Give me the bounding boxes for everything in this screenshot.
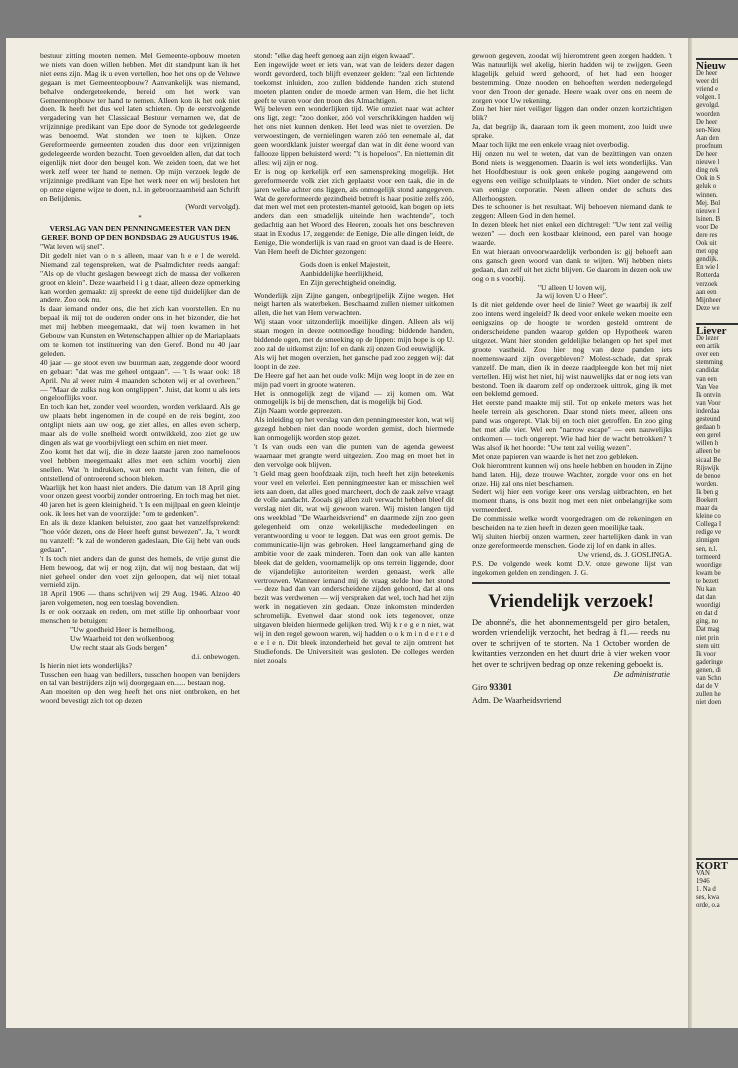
paragraph: Aan moeiten op den weg heeft het ons niet ontbroken, en het woord bevestigt zich tot op dezen bbox=[40, 687, 240, 706]
right-line: vriend e bbox=[696, 86, 719, 94]
poem-note: d.i. onbewogen. bbox=[191, 651, 240, 661]
right-line: genen, di bbox=[696, 666, 721, 674]
paragraph: Is dit niet geldende over heel de linie? Weet ge waarbij ik zelf zoo intens werd ingeleid? Ik deed voor enkele weken moeite een eenigszins op de hoogte te worden gesteld omtrent de onderscheidene panden waarop gelden op Hypotheek waren uitgezet. Want hier stonden geldelijke belangen op het spel met groote vastheid. Zou hier nog van deze panden iets noemenswaard zijn overgebleven? Molest-schade, dat sprak vanzelf. De man, dien ik in deeze raadpleegde kon het mij niet vertellen. Hij wist het niet, hij wist nauwelijks dat er nog iets van bestond. Toen ik daarom zelf op onderzoek uittrok, ging ik met een beklemd gemoed. bbox=[472, 300, 672, 399]
right-line: woordigi bbox=[696, 602, 721, 610]
right-line: dere res bbox=[696, 231, 718, 239]
right-line: van Schn bbox=[696, 675, 722, 683]
right-line: VAN bbox=[696, 870, 710, 878]
paragraph: De Heere gaf het aan het oude volk: Mijn weg loopt in de zee en mijn pad voert in groote wateren. bbox=[254, 370, 454, 389]
right-line: Mej. Bol bbox=[696, 199, 721, 207]
poem-line: Ja wij loven U o Heer". bbox=[536, 291, 608, 301]
right-line: weer dri bbox=[696, 78, 719, 86]
left-page bbox=[6, 38, 688, 1028]
paragraph: En wat hieraan onvoorwaardelijk verbonden is: gij behoeft aan ons gansch geen woord van dank te wijten. Wij hebben niets gedaan, dan zelf uit het zicht blijven. Ge daarom in dezen ook uw oog o n s voorbij. bbox=[472, 246, 672, 283]
right-line: een artik bbox=[696, 343, 720, 351]
right-line: Ik voor bbox=[696, 650, 716, 658]
poem-line: Aanbiddelijke heerlijkheid, bbox=[300, 268, 384, 278]
right-column bbox=[696, 858, 738, 911]
right-line: Deze we bbox=[696, 304, 720, 312]
column-2 bbox=[254, 52, 454, 1012]
right-line: over een bbox=[696, 351, 720, 359]
paragraph: Maar toch lijkt me een enkele vraag niet overbodig. bbox=[472, 140, 630, 150]
right-line: te bezett bbox=[696, 577, 719, 585]
right-line: gaderinge bbox=[696, 658, 723, 666]
right-line: niet prin bbox=[696, 634, 719, 642]
right-line: Ook in S bbox=[696, 175, 721, 183]
right-line: gesteund bbox=[696, 416, 721, 424]
right-line: De heer bbox=[696, 70, 718, 78]
separator-asterisk: * bbox=[138, 214, 142, 223]
paragraph: Is hierin niet iets wonderlijks? bbox=[40, 660, 132, 670]
report-heading: VERSLAG VAN DEN PENNINGMEESTER VAN DEN GEREF. BOND OP DEN BONDSDAG 29 AUGUSTUS 1946. bbox=[41, 224, 239, 243]
right-line: geluk o bbox=[696, 183, 717, 191]
right-line: kleine co bbox=[696, 513, 721, 521]
right-line: dat dan bbox=[696, 594, 716, 602]
continued-note: (Wordt vervolgd). bbox=[185, 202, 240, 212]
right-line: Ik ben g bbox=[696, 488, 719, 496]
paragraph: Als wij het mogen overzien, het gansche pad zoo zeggen wij: dat loopt in de zee. bbox=[254, 352, 454, 371]
right-line: met opg bbox=[696, 248, 719, 256]
paragraph: Des te schooner is het resultaat. Wij behoeven niemand dank te zeggen: Alleen God in den hemel. bbox=[472, 202, 672, 221]
right-line: dat de V bbox=[696, 683, 719, 691]
newspaper-spread bbox=[6, 38, 738, 1028]
paragraph: 18 April 1906 — thans schrijven wij 29 Aug. 1946. Alzoo 40 jaren volgemeten, nog een toeslag bovendien. bbox=[40, 589, 240, 608]
right-line: winnen. bbox=[696, 191, 718, 199]
giro-line bbox=[472, 682, 670, 693]
right-line: inderdaa bbox=[696, 407, 720, 415]
right-line: worden. bbox=[696, 480, 719, 488]
right-line: Aan den bbox=[696, 134, 719, 142]
paragraph: Zoo komt het dat wij, die in deze laatste jaren zoo namelooos veel hebben meegemaakt alles met een schim voorbij zien snellen. Wat 'n indrukken, wat een macht van feiten, die of ontstellend of ontroerend schoon bleken. bbox=[40, 446, 240, 483]
right-line: En wie l bbox=[696, 264, 719, 272]
right-line: Collega I bbox=[696, 521, 722, 529]
paragraph: En als ik deze klanken beluister, zoo gaat het vanzelfsprekend: "hoe vóór dezen, ons de Heer heeft gunst bewezen". Ja, 't wordt nu vanzelf: "k zal de wonderen gadeslaan, Die Gij hebt van ouds gedaan". bbox=[40, 518, 240, 554]
right-line: ding rek bbox=[696, 167, 719, 175]
paragraph: Waarlijk het kon haast niet anders. Die datum van 18 April ging voor onzen geest voorbij zonder ontroering. En toch mag het niet. 40 jaren het is geen kleinigheid. 't Is een mijlpaal en geen kleintje ook. ik lees het van de voorzijde: "om te gedenken". bbox=[40, 482, 240, 519]
right-column bbox=[696, 58, 738, 313]
right-line: De lezer bbox=[696, 335, 719, 343]
right-line: Rotterda bbox=[696, 272, 720, 280]
right-line: kwam be bbox=[696, 569, 721, 577]
paragraph: "Wat leven wij snel". bbox=[40, 242, 105, 252]
notice-box bbox=[472, 582, 670, 789]
paragraph: Met onze papieren van waarde is het net zoo gebleken. bbox=[472, 451, 639, 461]
notice-title: Vriendelijk verzoek! bbox=[488, 591, 654, 612]
poem-line: Gods doen is enkel Majesteit, bbox=[300, 259, 391, 269]
right-line: De heer bbox=[696, 151, 718, 159]
paragraph: Zou het hier niet veiliger liggen dan onder onzen kortzichtigen blik? bbox=[472, 104, 672, 123]
right-lines bbox=[696, 870, 738, 910]
right-line: gevolgd. bbox=[696, 102, 720, 110]
paragraph: gewoon gegeven, zoodat wij hieromtrent geen zorgen hadden. 't Was natuurlijk wel akelig, hierin hadden wij te zwijgen. Geen klagelijk geluid werd gehoord, of het had een hooger bestemming. Onze nooden en behoeften werden nedergelegd voor den Troon der genade. Heere waak over ons en neem de zorgen voor Uw rekening. bbox=[472, 52, 672, 105]
right-line: niet doen bbox=[696, 699, 722, 707]
signature: Uw vriend, ds. J. GOSLINGA. bbox=[577, 549, 672, 559]
right-line: proefnum bbox=[696, 142, 723, 150]
notice-body: De abonné's, die het abonnementsgeld per giro betalen, worden vriendelijk verzocht, het bedrag à f1.— reeds nu over te schrijven of te storten. Na 1 October worden de kwitanties verzonden en het duurt drie à vier weken voor het over te schrijven bedrag op onze rekening geboekt is. bbox=[472, 618, 670, 669]
paragraph: In dezen bleek het niet enkel een dichtregel: "Uw tent zal veilig wezen" — doch een kostbaar kleinood, een parel van hooge waarde. bbox=[472, 220, 672, 248]
right-line: stemming bbox=[696, 359, 723, 367]
poem-line: Uw Waarheid tot den wolkenboog bbox=[70, 633, 174, 643]
right-line: nieuwe l bbox=[696, 207, 720, 215]
right-line: sen, n.l. bbox=[696, 545, 718, 553]
paragraph: Zijn Naam worde gepreezen. bbox=[254, 406, 343, 416]
right-line: Boekert bbox=[696, 496, 718, 504]
paragraph: Is er ook oorzaak en reden, om met stille lip onhoorbaar voor menschen te betuigen: bbox=[40, 607, 240, 626]
right-line: Van Vee bbox=[696, 383, 719, 391]
administration-name: Adm. De Waarheidsvriend bbox=[472, 695, 562, 705]
paragraph: Sedert wij hier een vorige keer ons verslag uitbrachten, en het moment thans, is ons bezit nog met een niet onbelangrijke som vermeerderd. bbox=[472, 487, 672, 515]
right-line: zullen he bbox=[696, 691, 721, 699]
poem-line: "U alleen U loven wij, bbox=[537, 282, 607, 292]
right-line: candidat bbox=[696, 367, 720, 375]
right-line: willen h bbox=[696, 440, 719, 448]
right-line: en dat d bbox=[696, 610, 718, 618]
paragraph: bestuur zitting moeten nemen. Mel Gemeente-opbouw moeten we niets van doen willen hebben. Met dit standpunt kan ik het niet eens zijn. Mag ik u even vertellen, hoe het ons op de Veluwe gegaan is met Gemeenteopbouw? Aanvankelijk was niemand, behalve ondergeteekende, bereid om het werk van Gemeenteopbouw ter hand te nemen. Alleen kon ik het ook niet doen. Ik heeft het dus wel laten schieten. Op de eerstvolgende vergadering van het Classicaal Bestuur vernamen we, dat de vrijzinnige predikant van Epe door de Synode tot gedelegeerde was benoemd. Wat stonden we toen te kijken. Onze Gereformeerde gemeenten zouden dus door een vrijzinnigen gedelegeerde worden bezocht. Toen gevoelden allen, dat dat toch eigenlijk niet door den beugel kon. We zeiden toen, dat we het werk zelf weer ter hand te nemen. Op mijn verzoek legde de vrijzinnige predikant van Epe het werk neer en wij besloten het op onze eigene wijze te doen, n.l. in gebroorzaamheid aan Schrift en Belijdenis. bbox=[40, 52, 240, 203]
right-line: Mijnheer bbox=[696, 296, 721, 304]
right-line: sen-Nieu bbox=[696, 126, 721, 134]
right-line: 1. Na d bbox=[696, 886, 716, 894]
right-line: stem uitt bbox=[696, 642, 720, 650]
right-lines bbox=[696, 70, 738, 313]
right-line: Nu kan bbox=[696, 586, 716, 593]
right-line: Ik ontvin bbox=[696, 391, 721, 399]
paragraph: Als inleiding op het verslag van den penningmeester kon, wat wij gezegd hebben niet dan noode worden gemist, doch hiermede kan onmogelijk worden stop gezet. bbox=[254, 415, 454, 443]
paragraph: 't Is van ouds een van die punten van de agenda geweest waarnaar met grangte werd uitgezien. Zoo mag en moet het in den vervolge ook blijven. bbox=[254, 441, 454, 469]
right-line: Rijswijk bbox=[696, 464, 720, 472]
right-line: aan een bbox=[696, 288, 717, 296]
paragraph: Een ingewijde weet er iets van, wat van de leiders dezer dagen wordt gevorderd, toch blijft evenzeer gelden: "zal een lichtende toekomst inluiden, zoo zullen biddende handen zich stutend moeten planten onder de moede armen van Hem, die het licht geeft te vuren voor den troon des Almachtigen. bbox=[254, 59, 454, 105]
right-page-edge bbox=[692, 38, 738, 1028]
right-line: de benoe bbox=[696, 472, 721, 480]
right-line: van een bbox=[696, 375, 717, 383]
paragraph: Dit gedelt niet van o n s alleen, maar van h e e l de wereld. Niemand zal tegenspreken, wat de Psalmdichter reeds aangaf: "Als op de vlucht geslagen beweegt zich de massa der volkeren groot en klein". Deze waarheid l i g t daar, alleen deze opmerking kan worden gemaakt: zij spreekt de eene tijd duidelijker dan de andere. Zoo ook nu. bbox=[40, 250, 240, 305]
right-line: Dat mag bbox=[696, 626, 720, 634]
right-line: orde, o.a bbox=[696, 902, 720, 910]
right-lines bbox=[696, 335, 738, 707]
right-line: ses, kwa bbox=[696, 894, 720, 902]
right-line: Ook uit bbox=[696, 240, 717, 248]
right-line: lsinen. B bbox=[696, 215, 721, 223]
paragraph: Er is nog op kerkelijk erf een samenspreking mogelijk. Het gereformeerde volk ziet zich geplaatst voor een taak, die in de jaren welke achter ons liggen, als onmogelijk stond aangegeven. Wat de gereformeerde gezindheid betreft is haar positie zelfs zóó, dat men wel met een protesten-mantel getooid, kan bogen op iets anders dan een smadelijk uiteinde hen wachtende", toch gedachtig aan het Woord des Heeren, zooals het ons beschreven staat in Exodus 17, zeggende: de Eenige, Die alle dingen leidt, de Eenige, Die wonderlijk is van raad en groot van daad is de Heere. bbox=[254, 166, 454, 248]
paragraph: 't Is toch niet anders dan de gunst des hemels, de vrije gunst die Hem bewoog, dat wij er nog zijn, dat wij nog bestaan, dat wij niet geheel onder den voet zijn geloopen, dat wij niet totaal vernield zijn. bbox=[40, 553, 240, 590]
postscript: P.S. De volgende week komt D.V. onze gewone lijst van ingekomen gelden en zendingen. J. G. bbox=[472, 558, 672, 577]
paragraph: 't Geld mag geen hoofdzaak zijn, toch heeft het zijn beteekenis voor veel en velerlei. Een penningmeester kan er misschien wel iets aan doen, dat alles goed marcheert, doch de zaak zelve vraagt de volle aandacht. Zooals gij allen zult verwacht hebben bleef dit verslag niet dit, wat wij gewoon waren. Wij misten langen tijd ons weekblad "De Waarheidsvriend" en daarmede zijn zoo geen gelegenheid om onze wekelijksche mededeelingen en verantwoording u voor te leggen. Dat was een groot gemis. De communicatie-lijn was gebroken. Heel langzamerhand ging de ambitie voor de zaak minderen. Toen dan ook van alle kanten bleek dat de gelden, voornamelijk op ons terrein liggende, door de vijandelijke autoriteiten werden genaast, werk alle vertrouwen. Wanneer iemand mij de vraag stelde hoe het stond — deze had dan van onderscheidene zijden gehoord, dat al ons bezit was verdwenen — wij verspraken dat wel, toch had het zijn werk in negatieven zin gedaan. Onze inkomsten minderden schromelijk. Evenwel daar stond ook iets tegenover, onze uitgaven bleiden hiermede gelijken tred. Wij k r e g e n niet, wat wij in den regel gewoon waren, wij hadden o o k m i n d e r t e d e e l e n. Dit bleek inzonderheid het geval te zijn omtrent het Studiefonds. De Universiteit was gesloten. De colleges werden niet zooals bbox=[254, 468, 454, 665]
paragraph: Tusschen een haag van bedillers, tusschen hoopen van benijders en tal van bestrijders zijn wij doorgegaan en...... bestaan nog. bbox=[40, 669, 240, 688]
poem-line: "Uw goedheid Heer is hemelhoog, bbox=[70, 625, 175, 634]
paragraph: Ja, dat begrijp ik, daaraan torn ik geen moment, zoo luidt uwe sprake. bbox=[472, 122, 672, 141]
right-line: tormeerd bbox=[696, 553, 721, 561]
right-line: voor De bbox=[696, 223, 719, 231]
right-column bbox=[696, 323, 738, 707]
right-heading: Nieuw bbox=[696, 58, 738, 70]
right-line: redige ve bbox=[696, 529, 722, 537]
right-line: 1946 bbox=[696, 878, 710, 886]
right-line: alleen be bbox=[696, 448, 721, 456]
notice-signer: De administratie bbox=[613, 670, 670, 680]
paragraph: 40 jaar — ge stoot even uw buurman aan, zeggende door woord en gebaar: "dat was me geheel ontgaan". — 't Is waar ook: 18 April. Nu al weer ruim 4 maanden schoten wij er al overheen." — "Maar de zulks nog kon ontglippen". Juist, dat komt u als iets ongelooflijks voor. bbox=[40, 357, 240, 403]
right-line: zinnigen bbox=[696, 537, 720, 545]
column-1 bbox=[40, 52, 240, 1012]
right-line: woordige bbox=[696, 561, 722, 569]
paragraph: Wonderlijk zijn Zijne gangen, onbegrijpelijk Zijne wegen. Het neigt harten als waterbeken. Beschaamd zullen niemer uitkomen allen, die het van Hem verwachten. bbox=[254, 290, 454, 318]
right-line: ging, no bbox=[696, 618, 719, 626]
right-line: gendijk. bbox=[696, 256, 719, 264]
right-line: van Voor bbox=[696, 399, 721, 407]
right-line: verzoek bbox=[696, 280, 718, 288]
paragraph: Het eerste pand maakte mij stil. Tot op enkele meters was het heele terrein als geschoren. Daar stond niets meer, alleen ons pand was ongerept. Vlak bij en toch niet getroffen. En zoo ging het met alle vier. Wel een "narrow escape" — een nauwelijks ontkomen — toch ongerept. Wie had hier de wacht betrokken? 't Was alsof ik het hoorde: "Uw tent zal veilig wezen". bbox=[472, 398, 672, 452]
right-heading: Liever bbox=[696, 323, 738, 335]
giro-number: 93301 bbox=[489, 682, 512, 693]
poem-line: En Zijn gerechtigheid oneindig. bbox=[300, 277, 397, 287]
right-heading: KORT bbox=[696, 858, 738, 870]
paragraph: stond: "elke dag heeft genoeg aan zijn eigen kwaad". bbox=[254, 52, 415, 60]
column-3 bbox=[472, 52, 672, 577]
poem-line: Uw recht staat als Gods bergen" bbox=[70, 642, 168, 652]
right-line: woorden bbox=[696, 110, 720, 118]
paragraph: Wij staan voor uitzonderlijk moeilijke dingen. Alleen als wij staan mogen in deeze ootmoedige houding: biddende handen, biddende ogen, met de smeeking op de lippen: mijn hope is op U. zoo zal de uitkomst zijn: lof en dank zij onzen God eeuwiglijk. bbox=[254, 317, 454, 353]
paragraph: En toch kan het, zonder veel woorden, worden verklaard. Als ge uw plaats hebt ingenomen in de coupé en de reis begint, zoo ontglipt niets aan uw oog, ge ziet alles, en alles even scherp, maar als de volle snelheid wordt ontwikkeld, zoo ziet ge uw dingen als wat ge voorbijvliegt een schim en niet meer. bbox=[40, 402, 240, 447]
right-line: gedaan b bbox=[696, 424, 721, 432]
right-line: De heer bbox=[696, 118, 718, 126]
paragraph: Wij beleven een wonderlijken tijd. Wie omziet naar wat achter ons ligt, zegt: "zoo donker, zóó vol verschrikkingen hadden wij het ons niet kunnen denken. Het leed was niet te overzien. De verwoestingen, de vernielingen waren zóó ten eenemale al, dat geen woordklank juister weergaf dan wat in dit éene woord van fallooze lippen beluisterd werd: "'t is hopeloos". En niettemin dit alles: wij zijn er nog. bbox=[254, 104, 454, 167]
right-line: een gerel bbox=[696, 432, 721, 440]
paragraph: De commissie welke wordt voorgedragen om de rekeningen en bescheiden na te zien heeft in dezen geen moeilijke taak. bbox=[472, 514, 672, 533]
paragraph: Is daar iemand onder ons, die het zich kan voorstellen. En nu bepaal ik mij tot de ouderen onder ons in het bizonder, die het met mij hebben meegemaakt, dat wij toen kwamen in het Gebouw van Kunsten en Wetenschappen alhier op de Mariaplaats om te komen tot instituering van den Geref. Bond nu 40 jaar geleden. bbox=[40, 304, 240, 358]
paragraph: Ook hieromtrent kunnen wij ons heele hebben en houden in Zijne hand laten. Hij, deze trouwe Wachter, zorgde voor ons en het onze. Hij zal ons niet beschamen. bbox=[472, 460, 672, 488]
right-line: nieuwe l bbox=[696, 159, 720, 167]
paragraph: Het is onmogelijk zegt de vijand — zij komen om. Wat onmogelijk is bij de menschen, dat is mogelijk bij God. bbox=[254, 388, 454, 407]
right-line: sicaal Be bbox=[696, 456, 721, 464]
right-line: volgen. I bbox=[696, 94, 721, 102]
paragraph: Wij sluiten hierbij onzen warmen, zeer hartelijken dank in van onze gereformeerde menschen. Gode zij lof en dank in alles. bbox=[472, 531, 672, 550]
paragraph: Van Hem heeft de Dichter gezongen: bbox=[254, 246, 367, 256]
paragraph: Hij onzen nu wel te weten, dat van de bezittingen van onzen Bond niets is weggenomen. Daarin is wel iets wonderlijks. Van het Hoofdbestuur is ook geen enkele poging aangewend om egyens een veilige schuilplaats te vinden. Niet onder de schuts van eenige corporatie. Neen alleen onder de schuts des Allerhoogsten. bbox=[472, 148, 672, 203]
right-line: maar da bbox=[696, 505, 718, 513]
giro-label: Giro bbox=[472, 683, 488, 693]
